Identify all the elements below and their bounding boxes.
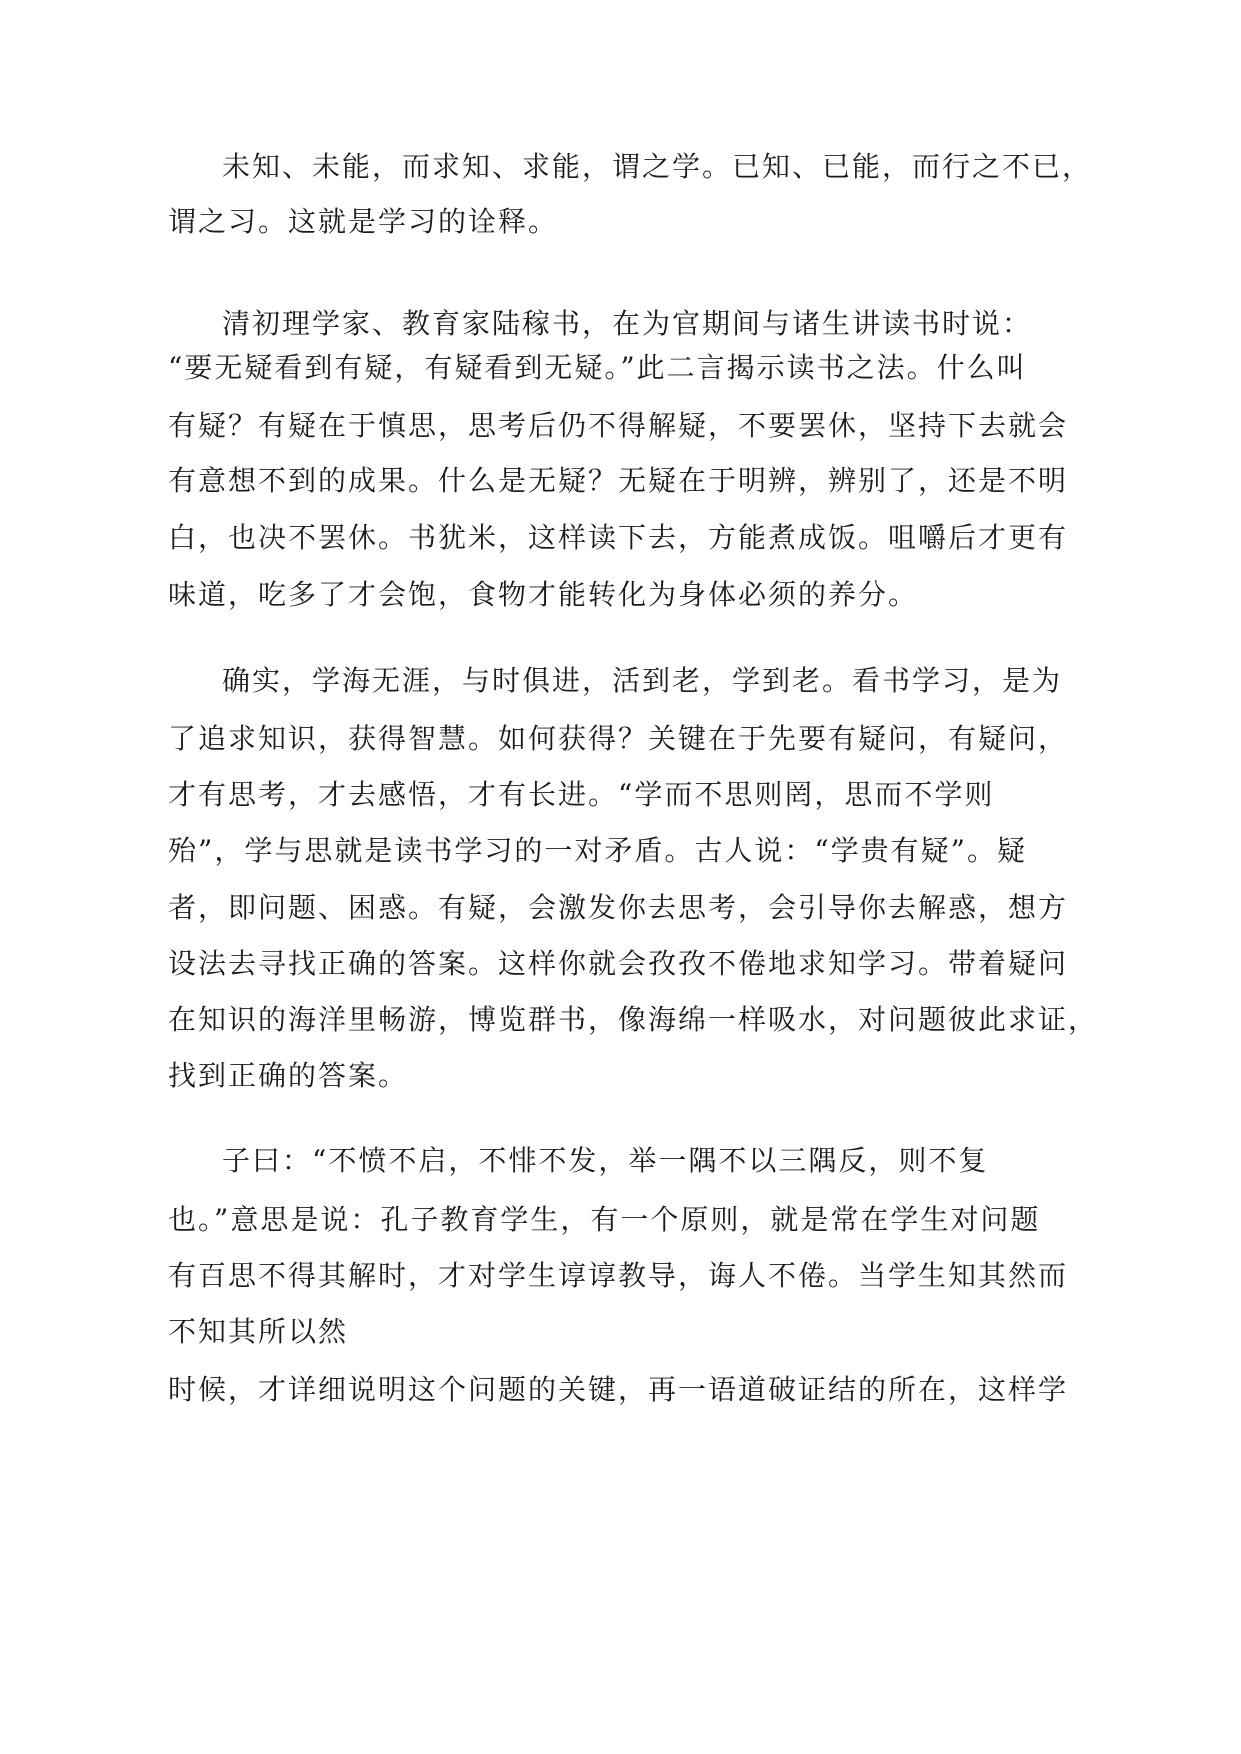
paragraph-2-line-4: 有意想不到的成果。什么是无疑？无疑在于明辨，辨别了，还是不明: [168, 464, 1069, 497]
paragraph-4-line-5: 时候，才详细说明这个问题的关键，再一语道破证结的所在，这样学: [168, 1373, 1069, 1406]
paragraph-1-line-1: 未知、未能，而求知、求能，谓之学。已知、已能，而行之不已，: [222, 150, 1093, 183]
paragraph-4-line-3: 有百思不得其解时，才对学生谆谆教导，诲人不倦。当学生知其然而: [168, 1259, 1069, 1292]
paragraph-2-line-3: 有疑？有疑在于慎思，思考后仍不得解疑，不要罢休，坚持下去就会: [168, 409, 1069, 442]
paragraph-2-line-5: 白，也决不罢休。书犹米，这样读下去，方能煮成饭。咀嚼后才更有: [168, 521, 1069, 554]
paragraph-1-line-2: 谓之习。这就是学习的诠释。: [168, 205, 559, 238]
paragraph-3-line-6: 设法去寻找正确的答案。这样你就会孜孜不倦地求知学习。带着疑问: [168, 947, 1069, 980]
paragraph-3-line-5: 者，即问题、困惑。有疑，会激发你去思考，会引导你去解惑，想方: [168, 891, 1069, 924]
paragraph-3-line-4: 殆”，学与思就是读书学习的一对矛盾。古人说：“学贵有疑”。疑: [168, 834, 1027, 867]
paragraph-3-line-1: 确实，学海无涯，与时俱进，活到老，学到老。看书学习，是为: [222, 664, 1063, 697]
paragraph-2-line-6: 味道，吃多了才会饱，食物才能转化为身体必须的养分。: [168, 578, 919, 611]
paragraph-3-line-2: 了追求知识，获得智慧。如何获得？关键在于先要有疑问，有疑问，: [168, 722, 1069, 755]
paragraph-2-line-2: “要无疑看到有疑，有疑看到无疑。”此二言揭示读书之法。什么叫: [168, 351, 1027, 384]
paragraph-4-line-4: 不知其所以然: [168, 1315, 349, 1348]
paragraph-3-line-3: 才有思考，才去感悟，才有长进。“学而不思则罔，思而不学则: [168, 778, 995, 811]
paragraph-3-line-8: 找到正确的答案。: [168, 1059, 409, 1092]
paragraph-2-line-1: 清初理学家、教育家陆稼书，在为官期间与诸生讲读书时说：: [222, 307, 1033, 340]
paragraph-4-line-2: 也。”意思是说：孔子教育学生，有一个原则，就是常在学生对问题: [168, 1203, 1041, 1236]
paragraph-4-line-1: 子曰：“不愤不启，不悱不发，举一隅不以三隅反，则不复: [222, 1144, 989, 1177]
paragraph-3-line-7: 在知识的海洋里畅游，博览群书，像海绵一样吸水，对问题彼此求证，: [168, 1003, 1099, 1036]
